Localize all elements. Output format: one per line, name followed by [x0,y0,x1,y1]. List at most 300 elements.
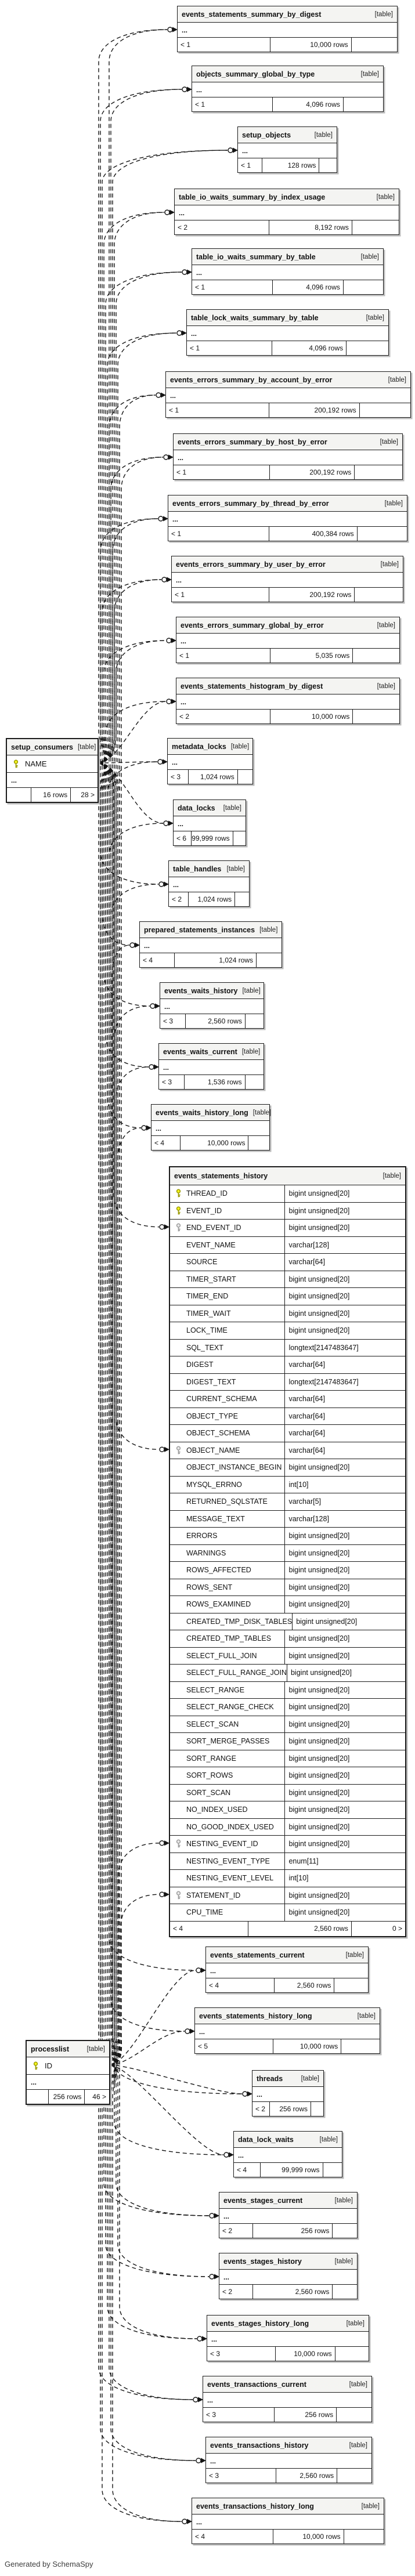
column-row [170,1750,405,1768]
column-name-cell [170,1185,285,1202]
children-count-cell [354,465,402,479]
table-name-label: table_lock_waits_summary_by_table [191,313,319,322]
column-type: varchar[64] [288,1258,325,1267]
children-count-cell: 0 > [351,1922,405,1936]
column-row [170,1665,405,1682]
fk-count-cell: < 1 [169,406,179,414]
row-count-cell: 1,024 rows [174,953,257,967]
children-count-cell [357,527,407,541]
table-header [195,2008,380,2024]
table-table_io_waits_summary_by_table[interactable] [192,248,384,295]
row-count-cell: 2,560 rows [185,1014,245,1028]
table-header [27,2041,109,2057]
table-events_transactions_history[interactable] [205,2437,372,2483]
column-row [170,1887,405,1905]
table-data_lock_waits[interactable] [233,2131,342,2177]
table-header [176,617,399,634]
table-footer [192,97,383,111]
table-name-label: events_transactions_history [210,2441,309,2450]
table-header [168,495,407,512]
column-name-cell [170,1733,285,1750]
table-type-tag: [table] [360,70,379,78]
table-type-tag: [table] [314,131,333,139]
column-name: OBJECT_TYPE [186,1412,238,1420]
column-row [170,1493,405,1511]
table-type-tag: [table] [377,621,395,629]
children-count-cell [354,588,403,602]
primary-key-icon [31,2061,39,2071]
column-row [170,1528,405,1545]
columns-ellipsis: ... [178,23,397,38]
table-events_errors_summary_global_by_error[interactable] [176,617,400,663]
columns-ellipsis: ... [187,326,388,341]
columns-ellipsis: ... [7,773,98,788]
column-type: bigint unsigned[20] [288,1206,350,1215]
fk-count-cell: < 1 [241,161,251,169]
columns-ellipsis: ... [192,2515,384,2530]
column-type: int[10] [288,1480,309,1489]
table-name-label: events_transactions_current [207,2380,306,2389]
column-name-cell [170,1305,285,1322]
columns-ellipsis: ... [174,450,402,465]
column-name: CREATED_TMP_DISK_TABLES [186,1617,293,1626]
children-count-cell [341,2039,380,2053]
table-name-label: events_waits_history [164,986,238,995]
fk-count-cell: < 2 [222,2288,233,2296]
column-row [170,1374,405,1391]
column-row [27,2057,109,2075]
column-row [170,1801,405,1819]
column-type: bigint unsigned[20] [288,1651,350,1660]
table-name-label: events_statements_histogram_by_digest [181,682,323,690]
columns-ellipsis: ... [203,2393,371,2408]
column-name-cell [170,1340,285,1356]
table-footer [192,280,383,294]
column-row [170,1596,405,1613]
table-type-tag: [table] [242,987,261,994]
column-row [170,1819,405,1836]
row-count-cell: 4,096 rows [272,280,343,294]
column-name: STATEMENT_ID [186,1891,241,1900]
column-name: SELECT_RANGE_CHECK [186,1703,274,1712]
column-type: varchar[5] [288,1497,322,1506]
column-name: EVENT_NAME [186,1240,236,1249]
table-name-label: setup_objects [242,131,291,139]
column-name-cell [170,1904,285,1921]
column-name-cell [170,1716,285,1733]
column-row [170,1716,405,1734]
column-name-cell [170,1545,285,1562]
column-row [170,1579,405,1597]
columns-ellipsis: ... [206,1963,368,1978]
column-name: NESTING_EVENT_TYPE [186,1857,270,1865]
columns-ellipsis: ... [166,388,410,403]
table-events_transactions_history_long[interactable] [192,2498,384,2544]
index-key-icon [174,1891,182,1900]
column-name-cell [170,1699,285,1716]
table-name-label: data_locks [178,804,215,812]
column-name-cell [170,1630,285,1647]
table-header [7,739,98,755]
index-key-icon [174,1839,182,1848]
column-name: ROWS_EXAMINED [186,1600,251,1609]
table-name-label: processlist [31,2045,70,2053]
columns-ellipsis: ... [151,1121,269,1136]
table-processlist[interactable] [26,2040,110,2105]
column-type: bigint unsigned[20] [288,1754,350,1763]
column-name-cell [170,1408,285,1425]
table-header [178,6,397,23]
row-count-cell: 256 rows [274,2408,336,2422]
table-header [172,556,403,573]
column-type: bigint unsigned[20] [288,1549,350,1557]
children-count-cell [336,2408,371,2422]
generated-by-label: Generated by SchemaSpy [5,2560,93,2568]
table-events_statements_current[interactable] [205,1947,369,1993]
table-type-tag: [table] [346,2320,365,2327]
column-name: OBJECT_NAME [186,1446,240,1455]
table-footer [206,2469,371,2483]
column-row [170,1391,405,1408]
column-name: EVENT_ID [186,1206,222,1215]
table-type-tag: [table] [226,865,245,873]
table-name-label: events_waits_current [163,1047,237,1056]
column-row [170,1613,405,1631]
column-name: ROWS_AFFECTED [186,1566,251,1575]
children-count-cell [233,831,246,845]
columns-ellipsis: ... [168,755,252,770]
table-events_stages_current[interactable] [219,2192,358,2238]
fk-count-cell: < 4 [195,2532,205,2541]
table-footer [219,2224,357,2238]
table-setup_objects[interactable] [237,126,337,173]
table-events_errors_summary_by_user_by_error[interactable] [171,556,403,602]
column-row [170,1305,405,1323]
table-prepared_statements_instances[interactable] [139,921,282,968]
row-count-cell: 2,560 rows [276,2469,337,2483]
column-name: DIGEST_TEXT [186,1377,236,1386]
table-events_errors_summary_by_account_by_error[interactable] [165,371,411,418]
column-name: LOCK_TIME [186,1326,228,1335]
row-count-cell: 200,192 rows [269,403,359,417]
column-row [170,1340,405,1357]
column-row [170,1870,405,1887]
table-type-tag: [table] [252,1109,272,1116]
column-row [170,1545,405,1562]
column-row [170,1459,405,1477]
children-count-cell [245,1075,264,1089]
table-footer [219,2285,357,2299]
fk-count-cell: < 1 [190,344,200,352]
table-footer [140,953,282,967]
column-type: longtext[2147483647] [288,1377,359,1386]
table-events_stages_history_long[interactable] [207,2315,369,2361]
row-count-cell: 1,024 rows [188,770,237,784]
fk-count-cell: < 3 [163,1017,174,1025]
fk-count-cell: < 3 [171,773,181,781]
table-name-label: events_stages_history [223,2257,302,2266]
table-events_statements_history_long[interactable] [194,2007,380,2054]
children-count-cell [332,2224,357,2238]
column-name: DIGEST [186,1361,214,1369]
fk-count-cell [27,2090,48,2104]
children-count-cell [332,2285,357,2299]
row-count-cell: 99,999 rows [260,2163,323,2177]
column-row [170,1237,405,1254]
column-name: NO_GOOD_INDEX_USED [186,1822,274,1831]
column-type: bigint unsigned[20] [288,1908,350,1917]
fk-count-cell [7,788,31,802]
table-events_stages_history[interactable] [219,2253,358,2299]
column-name-cell [170,1596,285,1613]
index-key-icon [174,1446,182,1455]
table-name-label: events_errors_summary_by_thread_by_error [172,499,329,508]
row-count-cell: 10,000 rows [180,1136,248,1150]
column-name: SELECT_RANGE [186,1685,245,1694]
children-count-cell [343,280,383,294]
columns-ellipsis: ... [206,2454,371,2469]
column-name: TIMER_WAIT [186,1309,231,1318]
table-name-label: events_errors_summary_by_user_by_error [176,560,326,569]
table-table_handles[interactable] [168,860,250,907]
columns-ellipsis: ... [234,2148,342,2163]
column-type: bigint unsigned[20] [288,1189,350,1198]
column-name: ERRORS [186,1532,218,1540]
columns-ellipsis: ... [160,999,264,1014]
column-name-cell [170,1459,285,1476]
table-type-tag: [table] [377,682,395,690]
column-row [170,1836,405,1853]
table-events_statements_summary_by_digest[interactable] [177,6,398,52]
column-row [170,1203,405,1220]
fk-count-cell: < 3 [162,1078,172,1086]
column-name-cell [170,1665,287,1681]
children-count-cell [323,2163,342,2177]
table-events_errors_summary_by_thread_by_error[interactable] [168,495,407,541]
column-type: varchar[64] [288,1361,325,1369]
columns-ellipsis: ... [195,2024,380,2039]
row-count-cell: 10,000 rows [273,2039,341,2053]
table-data_locks[interactable] [173,799,246,846]
column-type: bigint unsigned[20] [288,1309,350,1318]
children-count-cell [335,2347,369,2361]
column-row [170,1322,405,1340]
table-name-label: events_stages_history_long [211,2319,309,2328]
table-type-tag: [table] [334,2197,353,2204]
children-count-cell [248,1136,269,1150]
table-events_waits_history_long[interactable] [151,1104,270,1150]
children-count-cell [352,649,399,663]
column-row [170,1853,405,1871]
fk-count-cell: < 2 [178,223,188,231]
column-type: bigint unsigned[20] [288,1463,350,1472]
column-type: varchar[64] [288,1395,325,1403]
table-type-tag: [table] [77,743,96,751]
table-header [203,2376,371,2393]
fk-count-cell: < 4 [143,956,153,964]
row-count-cell: 10,000 rows [273,2530,344,2544]
column-type: enum[11] [288,1857,319,1865]
column-row [170,1785,405,1802]
column-name: THREAD_ID [186,1189,228,1198]
table-footer [172,588,403,602]
column-type: bigint unsigned[20] [288,1634,350,1643]
column-name-cell [170,1511,285,1528]
table-header [176,678,399,694]
table-events_errors_summary_by_host_by_error[interactable] [173,433,403,480]
children-count-cell [234,892,249,906]
table-threads[interactable] [252,2070,324,2116]
children-count-cell [245,1014,264,1028]
table-events_waits_current[interactable] [158,1043,264,1090]
table-type-tag: [table] [301,2075,319,2082]
row-count-cell: 256 rows [48,2090,84,2104]
table-footer [174,465,402,479]
table-footer [151,1136,269,1150]
children-count-cell [344,2530,384,2544]
children-count-cell: 28 > [70,788,98,802]
row-count-cell: 256 rows [269,2102,311,2116]
fk-count-cell: < 4 [154,1139,165,1147]
fk-count-cell: < 3 [209,2472,219,2480]
table-table_lock_waits_summary_by_table[interactable] [186,309,389,356]
table-footer [174,831,246,845]
table-metadata_locks[interactable] [167,738,253,784]
column-name: MESSAGE_TEXT [186,1514,245,1523]
table-name-label: events_waits_history_long [156,1108,248,1117]
fk-count-cell: < 4 [173,1924,183,1933]
table-name-label: table_io_waits_summary_by_table [196,252,316,261]
table-name-label: setup_consumers [11,743,73,751]
table-header [168,739,252,755]
table-events_statements_histogram_by_digest[interactable] [176,678,400,724]
primary-key-icon [174,1189,182,1198]
table-header [206,1947,368,1963]
column-name-cell [170,1442,285,1459]
column-type: bigint unsigned[20] [288,1583,350,1591]
table-header [219,2193,357,2209]
table-name-label: metadata_locks [172,742,226,751]
column-name-cell [170,1682,285,1699]
fk-count-cell: < 3 [210,2350,221,2358]
table-footer [176,649,399,663]
column-row [170,1630,405,1648]
column-row [170,1682,405,1699]
table-header [170,1167,405,1185]
column-name-cell [170,1493,285,1510]
table-type-tag: [table] [223,804,241,812]
column-type: bigint unsigned[20] [290,1669,352,1677]
table-objects_summary_global_by_type[interactable] [192,66,384,112]
column-type: bigint unsigned[20] [288,1600,350,1609]
row-count-cell: 16 rows [31,788,71,802]
table-footer [207,2347,369,2361]
column-type: bigint unsigned[20] [288,1224,350,1232]
table-events_waits_history[interactable] [160,982,264,1029]
fk-count-cell: < 1 [195,283,205,291]
table-type-tag: [table] [334,2257,353,2265]
table-header [238,127,337,143]
table-footer [178,38,397,52]
table-footer [169,892,249,906]
column-name-cell [170,1613,293,1630]
column-name-cell [170,1288,285,1305]
column-type: bigint unsigned[20] [288,1326,350,1335]
table-type-tag: [table] [366,314,384,321]
table-footer [234,2163,342,2177]
column-type: bigint unsigned[20] [288,1771,350,1780]
table-type-tag: [table] [86,2045,105,2053]
table-name-label: data_lock_waits [238,2135,294,2144]
column-name-cell [170,1648,285,1665]
columns-ellipsis: ... [176,634,399,649]
column-type: varchar[64] [288,1446,325,1455]
column-name-cell [170,1819,285,1836]
table-name-label: events_errors_summary_by_host_by_error [178,437,327,446]
table-footer [166,403,410,417]
table-name-label: events_transactions_history_long [196,2502,314,2510]
column-name-cell [170,1254,285,1271]
columns-ellipsis: ... [169,877,249,892]
table-header [159,1044,264,1060]
column-type: bigint unsigned[20] [296,1617,358,1626]
column-name: TIMER_END [186,1292,229,1301]
column-type: varchar[128] [288,1514,329,1523]
columns-ellipsis: ... [168,512,407,527]
column-name-cell [170,1836,285,1853]
fk-count-cell: < 5 [198,2042,208,2050]
table-setup_consumers[interactable] [6,738,99,803]
table-footer [160,1014,264,1028]
column-row [170,1185,405,1203]
table-name-label: events_statements_history_long [199,2011,312,2020]
table-type-tag: [table] [230,743,250,750]
table-events_transactions_current[interactable] [203,2376,372,2422]
table-footer [27,2090,109,2104]
column-name-cell [170,1203,285,1220]
table-footer [175,220,399,234]
column-row [170,1425,405,1442]
table-footer [176,710,399,723]
row-count-cell: 400,384 rows [269,527,357,541]
children-count-cell [351,38,397,52]
row-count-cell: 8,192 rows [269,220,352,234]
column-name: TIMER_START [186,1275,236,1283]
table-header [192,249,383,265]
table-footer [168,527,407,541]
table-table_io_waits_summary_by_index_usage[interactable] [174,189,399,235]
row-count-cell: 10,000 rows [270,38,351,52]
column-name: SELECT_FULL_JOIN [186,1651,257,1660]
table-name-label: events_errors_summary_by_account_by_error [170,375,333,384]
table-name-label: events_errors_summary_global_by_error [181,621,324,629]
table-type-tag: [table] [360,253,379,261]
table-events_statements_history[interactable] [169,1166,406,1937]
columns-ellipsis: ... [192,82,383,97]
row-count-cell: 2,560 rows [274,1978,334,1992]
columns-ellipsis: ... [174,816,246,831]
table-header [192,66,383,82]
table-type-tag: [table] [384,500,403,507]
column-name: RETURNED_SQLSTATE [186,1497,268,1506]
primary-key-icon [174,1206,182,1215]
table-name-label: table_io_waits_summary_by_index_usage [179,193,326,201]
table-header [192,2498,384,2515]
column-name-cell [170,1767,285,1784]
table-type-tag: [table] [382,1173,401,1180]
column-type: bigint unsigned[20] [288,1566,350,1575]
column-name: SORT_ROWS [186,1771,233,1780]
